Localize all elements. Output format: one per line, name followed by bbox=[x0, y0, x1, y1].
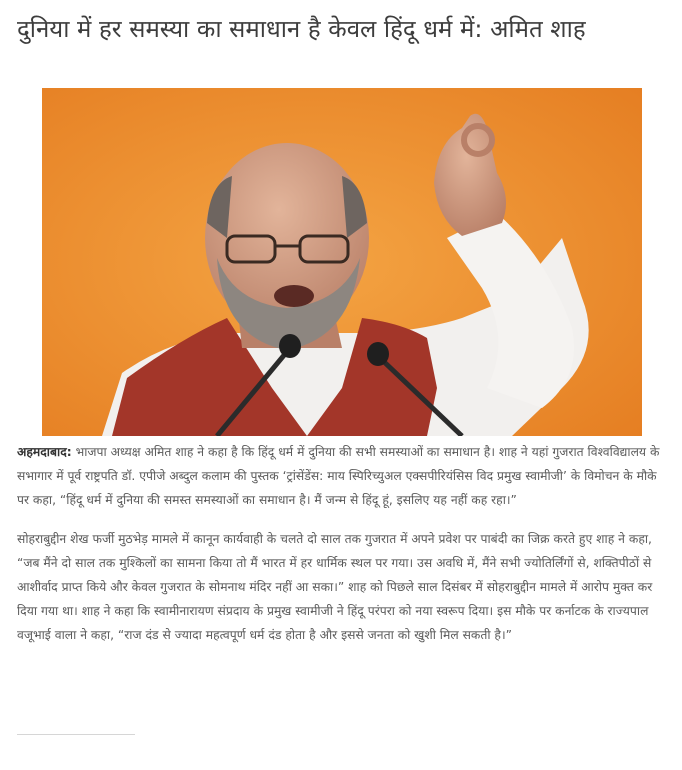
divider bbox=[17, 734, 135, 735]
article-body bbox=[17, 440, 669, 662]
article-paragraph bbox=[17, 440, 669, 513]
paragraph-text: सोहराबुद्दीन शेख फर्जी मुठभेड़ मामले में कानून कार्यवाही के चलते दो साल तक गुजरात में अपने प्रवेश पर पाबंदी का जिक्र करते हुए शाह ने कहा, “जब मैंने दो साल तक मुश्किलों का सामना किया तो मैं भारत में हर धार्मिक स्थल पर गया। उस अवधि में, मैंने सभी ज्योतिर्लिंगों से, शक्तिपीठों से आशीर्वाद प्राप्त किये और केवल गुजरात के सोमनाथ मंदिर नहीं आ सका।” शाह को पिछले साल दिसंबर में सोहराबुद्दीन मामले में आरोप मुक्त कर दिया गया था। शाह ने कहा कि स्वामीनारायण संप्रदाय के प्रमुख स्वामीजी ने हिंदू परंपरा को नया स्वरूप दिया। इस मौके पर कर्नाटक के राज्यपाल वजूभाई वाला ने कहा, “राज दंड से ज्यादा महत्वपूर्ण धर्म दंड होता है और इससे जनता को खुशी मिल सकती है।” bbox=[17, 531, 653, 643]
article-photo bbox=[42, 88, 642, 436]
speaker-illustration bbox=[42, 88, 642, 436]
article-paragraph bbox=[17, 527, 669, 648]
paragraph-text: भाजपा अध्यक्ष अमित शाह ने कहा है कि हिंदू धर्म में दुनिया की सभी समस्याओं का समाधान है। शाह ने यहां गुजरात विश्वविद्यालय के सभागार में पूर्व राष्ट्रपति डॉ. एपीजे अब्दुल कलाम की पुस्तक ‘ट्रांसेंडेंस: माय स्पिरिच्युअल एक्सपीरियंसिस विद प्रमुख स्वामीजी’ के विमोचन के मौके पर कहा, “हिंदू धर्म में दुनिया की समस्त समस्याओं का समाधान है। मैं जन्म से हिंदू हूं, इसलिए यह नहीं कह रहा।” bbox=[17, 445, 660, 508]
dateline: अहमदाबाद: bbox=[17, 445, 72, 459]
article-headline: दुनिया में हर समस्या का समाधान है केवल हिंदू धर्म में: अमित शाह bbox=[17, 15, 586, 43]
